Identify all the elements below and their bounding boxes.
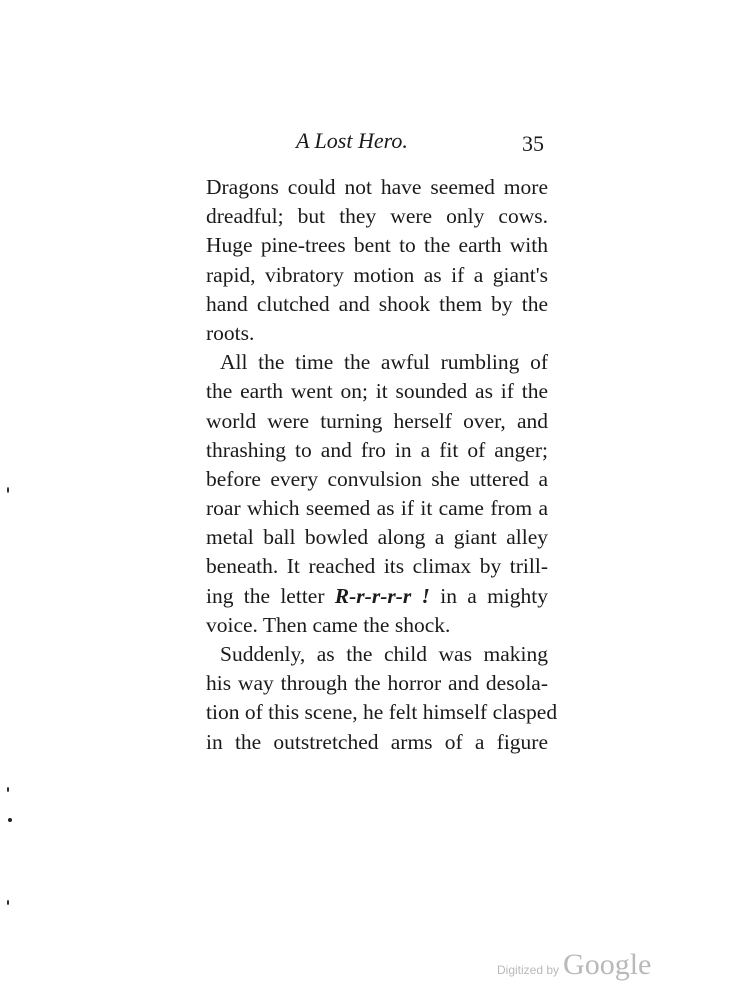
text-line: roar which seemed as if it came from a xyxy=(206,496,548,521)
text-line: thrashing to and fro in a fit of anger; xyxy=(206,437,548,462)
text-line: rapid, vibratory motion as if a giant's xyxy=(206,262,548,287)
text-line: in the outstretched arms of a figure xyxy=(206,729,548,754)
scan-speck xyxy=(7,787,9,792)
text-line: tion of this scene, he felt himself clasped xyxy=(206,700,558,725)
scan-speck xyxy=(7,900,9,905)
text-line: dreadful; but they were only cows. xyxy=(206,204,548,229)
text-line: All the time the awful rumbling of xyxy=(220,350,548,375)
watermark-prefix: Digitized by xyxy=(497,963,560,977)
text-line: the earth went on; it sounded as if the xyxy=(206,379,548,404)
watermark-logo: Google xyxy=(563,948,652,981)
page-body xyxy=(206,173,558,757)
scan-speck xyxy=(7,487,9,493)
text-line xyxy=(206,582,548,611)
text-line: roots. xyxy=(206,320,255,345)
text-line: world were turning herself over, and xyxy=(206,408,548,433)
scan-speck xyxy=(8,818,12,822)
text-line: Dragons could not have seemed more xyxy=(206,175,548,199)
emphasized-text: R-r-r-r-r ! xyxy=(334,583,430,608)
digitized-watermark xyxy=(497,948,651,982)
running-header: A Lost Hero. xyxy=(296,128,408,153)
text-line: his way through the horror and desola- xyxy=(206,671,548,696)
text-line: Huge pine-trees bent to the earth with xyxy=(206,233,548,258)
text-fragment: ing the letter xyxy=(206,583,335,608)
text-line: voice. Then came the shock. xyxy=(206,612,451,637)
text-line: metal ball bowled along a giant alley xyxy=(206,525,548,550)
text-line: hand clutched and shook them by the xyxy=(206,291,548,316)
text-line: beneath. It reached its climax by trill- xyxy=(206,554,548,579)
text-line: Suddenly, as the child was making xyxy=(220,642,548,666)
text-fragment: in a mighty xyxy=(429,583,548,608)
page-number: 35 xyxy=(522,131,544,156)
text-line: before every convulsion she uttered a xyxy=(206,466,548,491)
